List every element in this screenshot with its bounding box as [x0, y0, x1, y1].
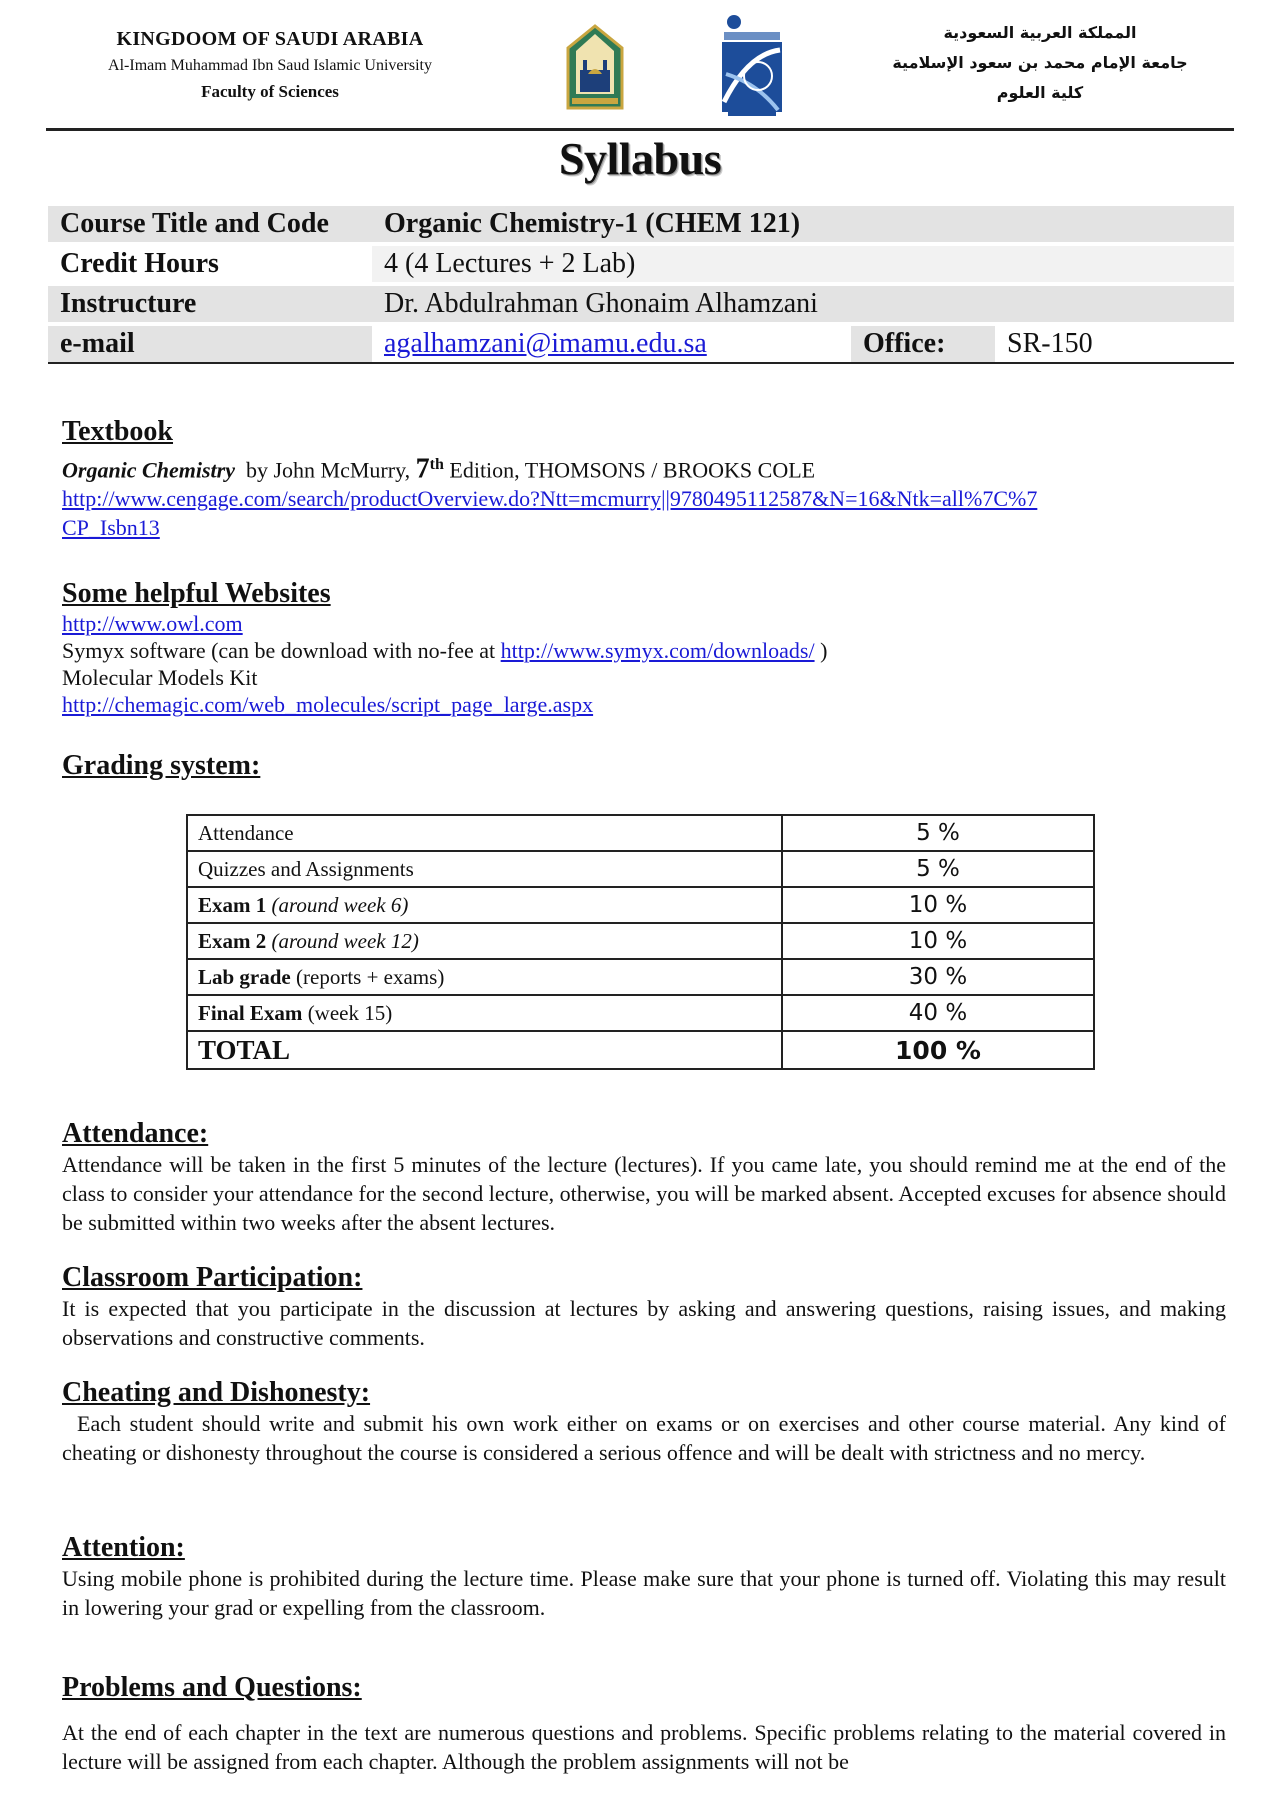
- grade-row: [187, 995, 1094, 1031]
- grade-row: [187, 959, 1094, 995]
- grading-section: [62, 750, 1226, 782]
- attention-section: [62, 1532, 1226, 1622]
- grade-value: 5 %: [782, 851, 1094, 887]
- faculty-name: Faculty of Sciences: [201, 82, 339, 101]
- grade-item: Attendance: [187, 815, 782, 851]
- university-name: Al-Imam Muhammad Ibn Saud Islamic University: [108, 57, 432, 74]
- instructor-label: Instructure: [48, 286, 372, 322]
- models-kit-text: Molecular Models Kit: [62, 665, 258, 690]
- edition-publisher: Edition, THOMSONS / BROOKS COLE: [449, 457, 816, 483]
- grade-item: Lab grade (reports + exams): [187, 959, 782, 995]
- email-row: [48, 326, 1234, 364]
- grade-value: 40 %: [782, 995, 1094, 1031]
- course-title-value: Organic Chemistry-1 (CHEM 121): [372, 206, 1234, 242]
- grade-total-value: 100 %: [782, 1031, 1094, 1069]
- owl-link[interactable]: http://www.owl.com: [62, 611, 243, 636]
- course-title-row: [48, 206, 1234, 242]
- problems-text: At the end of each chapter in the text are numerous questions and problems. Specific problems relating to the material covered in lecture will be assigned from each chapter. Although the problem assignments will not be: [62, 1720, 1226, 1774]
- cheating-heading: Cheating and Dishonesty:: [62, 1377, 371, 1408]
- university-logo: [566, 24, 624, 110]
- faculty-name-arabic: كلية العلوم: [996, 83, 1084, 102]
- instructor-row: [48, 286, 1234, 322]
- symyx-text: Symyx software (can be download with no-fee at: [62, 638, 496, 663]
- attendance-heading: Attendance:: [62, 1118, 209, 1149]
- faculty-logo: [718, 14, 786, 118]
- grade-item: Quizzes and Assignments: [187, 851, 782, 887]
- participation-text: It is expected that you participate in the discussion at lectures by asking and answering questions, raising issues, and making observations and constructive comments.: [62, 1296, 1226, 1350]
- grade-total-label: TOTAL: [187, 1031, 782, 1069]
- attendance-text: Attendance will be taken in the first 5 minutes of the lecture (lectures). If you came late, you should remind me at the end of the class to consider your attendance for the second lecture, otherwise, you will be marked absent. Accepted excuses for absence should be submitted within two weeks after the absent lectures.: [62, 1152, 1226, 1235]
- edition-suffix: th: [429, 456, 444, 473]
- grade-row: [187, 851, 1094, 887]
- grade-value: 10 %: [782, 923, 1094, 959]
- textbook-section: [62, 416, 1226, 542]
- attention-heading: Attention:: [62, 1532, 185, 1563]
- instructor-value: Dr. Abdulrahman Ghonaim Alhamzani: [372, 286, 1234, 322]
- office-label: Office:: [851, 326, 995, 364]
- grading-table: [186, 814, 1095, 1070]
- symyx-close: ): [820, 638, 828, 663]
- book-author: by John McMurry,: [245, 457, 411, 483]
- problems-heading: Problems and Questions:: [62, 1672, 362, 1703]
- course-info-table: [48, 202, 1234, 368]
- participation-section: [62, 1262, 1226, 1352]
- grade-total-row: [187, 1031, 1094, 1069]
- websites-list: [62, 610, 1226, 718]
- textbook-link-line1[interactable]: http://www.cengage.com/search/productOverview.do?Ntt=mcmurry||9780495112587&N=16&Ntk=all%7C%7: [62, 486, 1038, 512]
- country-name-arabic: المملكة العربية السعودية: [943, 23, 1137, 42]
- attention-text: Using mobile phone is prohibited during the lecture time. Please make sure that your phone is turned off. Violating this may result in lowering your grad or expelling from the classroom.: [62, 1566, 1226, 1620]
- credit-hours-label: Credit Hours: [60, 248, 219, 279]
- attendance-section: [62, 1118, 1226, 1237]
- credit-hours-value: 4 (4 Lectures + 2 Lab): [372, 246, 1234, 282]
- textbook-link-line2[interactable]: CP_Isbn13: [62, 515, 160, 541]
- websites-heading: Some helpful Websites: [62, 578, 331, 609]
- country-name: KINGDOOM OF SAUDI ARABIA: [116, 28, 424, 50]
- office-value: SR-150: [995, 326, 1234, 364]
- grade-value: 30 %: [782, 959, 1094, 995]
- chemagic-link[interactable]: http://chemagic.com/web_molecules/script_page_large.aspx: [62, 692, 594, 717]
- grade-value: 5 %: [782, 815, 1094, 851]
- course-title-label: Course Title and Code: [48, 206, 372, 242]
- symyx-link[interactable]: http://www.symyx.com/downloads/: [500, 638, 815, 663]
- textbook-link[interactable]: [62, 484, 1226, 542]
- grade-row: [187, 923, 1094, 959]
- grade-value: 10 %: [782, 887, 1094, 923]
- websites-section: [62, 578, 1226, 718]
- participation-heading: Classroom Participation:: [62, 1262, 363, 1293]
- grade-row: [187, 815, 1094, 851]
- credit-hours-row: [48, 246, 1234, 282]
- university-name-arabic: جامعة الإمام محمد بن سعود الإسلامية: [892, 53, 1188, 72]
- textbook-heading: Textbook: [62, 416, 174, 447]
- page-title: Syllabus: [558, 133, 722, 184]
- header-left: [60, 28, 480, 102]
- cheating-text: Each student should write and submit his own work either on exams or on exercises and other course material. Any kind of cheating or dishonesty throughout the course is considered a serious offence and will be dealt with strictness and no mercy.: [62, 1411, 1226, 1465]
- header-divider: [46, 128, 1234, 131]
- grade-item: Exam 2 (around week 12): [187, 923, 782, 959]
- textbook-reference: [62, 450, 1226, 484]
- grading-heading: Grading system:: [62, 750, 261, 781]
- grade-row: [187, 887, 1094, 923]
- grade-item: Exam 1 (around week 6): [187, 887, 782, 923]
- grade-item: Final Exam (week 15): [187, 995, 782, 1031]
- email-label: e-mail: [48, 326, 372, 364]
- email-link[interactable]: agalhamzani@imamu.edu.sa: [384, 328, 707, 359]
- cheating-section: [62, 1377, 1226, 1467]
- header-right: [880, 18, 1200, 108]
- problems-section: [62, 1672, 1226, 1776]
- book-title: Organic Chemistry: [62, 457, 235, 483]
- edition-number: 7: [415, 453, 430, 485]
